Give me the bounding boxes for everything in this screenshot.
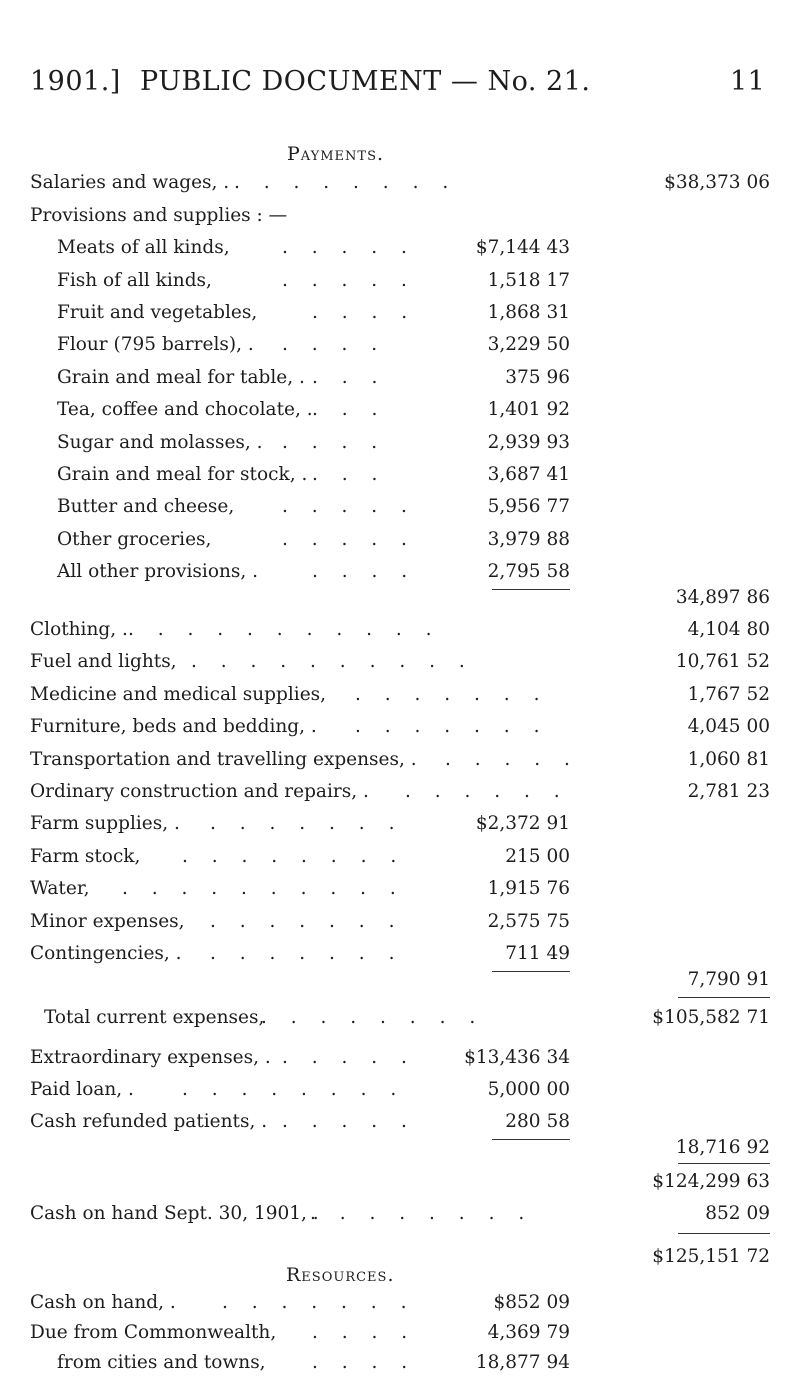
- row-label: All other provisions, .: [57, 561, 259, 582]
- leader-dots: . . . . . . .: [222, 1292, 416, 1313]
- leader-dots: . . . . .: [445, 749, 579, 770]
- row-amount: $13,436 34: [464, 1047, 570, 1068]
- leader-dots: . . . . .: [282, 1047, 416, 1068]
- leader-dots: . . . .: [312, 561, 417, 582]
- row-amount: $852 09: [493, 1292, 570, 1313]
- row-label: Grain and meal for table, .: [57, 367, 305, 388]
- row-label: Total current expenses,: [44, 1007, 265, 1028]
- row-label: Sugar and molasses, .: [57, 432, 263, 453]
- row-amount: 215 00: [505, 846, 570, 867]
- row-label: Cash refunded patients, .: [30, 1111, 268, 1132]
- row-label: Fish of all kinds,: [57, 270, 212, 291]
- table-row: [0, 809, 801, 839]
- table-row: [0, 1348, 801, 1378]
- total-rule: [678, 1233, 770, 1234]
- row-amount: 280 58: [505, 1111, 570, 1132]
- row-label: Paid loan, .: [30, 1079, 134, 1100]
- leader-dots: . . .: [312, 367, 387, 388]
- leader-dots: . . . . . . . .: [310, 1203, 534, 1224]
- row-total: 1,060 81: [687, 749, 770, 770]
- row-label: Water,: [30, 878, 90, 899]
- leader-dots: . . . . . . . . . .: [191, 651, 474, 672]
- farm-total-row: [0, 965, 801, 995]
- table-row: [0, 777, 801, 807]
- row-amount: 2,939 93: [487, 432, 570, 453]
- leader-dots: . . . . . . . .: [234, 172, 458, 193]
- row-label: Due from Commonwealth,: [30, 1322, 277, 1343]
- header-year: 1901.]: [30, 66, 121, 97]
- table-row: [0, 745, 801, 775]
- row-amount: $7,144 43: [475, 237, 570, 258]
- row-label: Flour (795 barrels), .: [57, 334, 254, 355]
- row-total: $38,373 06: [664, 172, 770, 193]
- table-row: [0, 233, 801, 263]
- leader-dots: . . . . . . .: [210, 911, 404, 932]
- row-total: 10,761 52: [675, 651, 770, 672]
- table-row: [0, 525, 801, 555]
- leader-dots: . . . .: [312, 302, 417, 323]
- row-label: Cash on hand, .: [30, 1292, 176, 1313]
- provisions-total-row: [0, 583, 801, 613]
- table-row: [0, 1318, 801, 1348]
- table-row: [0, 874, 801, 904]
- row-label: Fruit and vegetables,: [57, 302, 258, 323]
- leader-dots: . . . . . . .: [210, 943, 404, 964]
- salaries-row: [0, 168, 801, 198]
- row-total: 852 09: [705, 1203, 770, 1224]
- leader-dots: . . . . . . . .: [261, 1007, 485, 1028]
- table-row: [0, 266, 801, 296]
- leader-dots: . . . .: [312, 1352, 417, 1373]
- row-label: Transportation and travelling expenses, .: [30, 749, 417, 770]
- table-row: [0, 1043, 801, 1073]
- leader-dots: . . . .: [282, 334, 387, 355]
- row-label: Grain and meal for stock, .: [57, 464, 308, 485]
- row-amount: 2,795 58: [487, 561, 570, 582]
- table-row: [0, 395, 801, 425]
- leader-dots: . . . . . . .: [355, 684, 549, 705]
- leader-dots: . . . . . . .: [355, 716, 549, 737]
- table-row: [0, 842, 801, 872]
- leader-dots: . . . .: [312, 1322, 417, 1343]
- row-label: Medicine and medical supplies,: [30, 684, 327, 705]
- table-row: [0, 680, 801, 710]
- row-label: Tea, coffee and chocolate, .: [57, 399, 313, 420]
- row-label: Minor expenses,: [30, 911, 185, 932]
- row-label: Butter and cheese,: [57, 496, 235, 517]
- extra-total-row: [0, 1133, 801, 1163]
- leader-dots: . . . . .: [282, 496, 416, 517]
- row-amount: 5,956 77: [487, 496, 570, 517]
- row-label: Clothing, .: [30, 619, 128, 640]
- row-label: Furniture, beds and bedding, .: [30, 716, 317, 737]
- row-amount: 1,915 76: [487, 878, 570, 899]
- row-total: 2,781 23: [687, 781, 770, 802]
- total-rule: [678, 997, 770, 998]
- leader-dots: . . . . . .: [405, 781, 569, 802]
- row-amount: 1,868 31: [487, 302, 570, 323]
- row-label: Other groceries,: [57, 529, 212, 550]
- table-row: [0, 1288, 801, 1318]
- leader-dots: . . . . .: [282, 1111, 416, 1132]
- table-row: [0, 363, 801, 393]
- row-total: 4,104 80: [687, 619, 770, 640]
- page-header: [0, 66, 801, 106]
- row-amount: 1,401 92: [487, 399, 570, 420]
- row-amount: 375 96: [505, 367, 570, 388]
- row-total: $105,582 71: [652, 1007, 770, 1028]
- payments-heading: Payments.: [287, 143, 385, 165]
- row-label: Meats of all kinds,: [57, 237, 230, 258]
- row-label: Fuel and lights,: [30, 651, 177, 672]
- row-amount: 4,369 79: [487, 1322, 570, 1343]
- subtotal-row: [0, 1167, 801, 1197]
- table-row: [0, 615, 801, 645]
- table-row: [0, 647, 801, 677]
- row-total: 7,790 91: [687, 969, 770, 990]
- row-amount: 2,575 75: [487, 911, 570, 932]
- row-amount: $2,372 91: [475, 813, 570, 834]
- table-row: [0, 428, 801, 458]
- page-number: 11: [730, 66, 766, 97]
- header-title: PUBLIC DOCUMENT — No. 21.: [140, 66, 591, 97]
- table-row: [0, 492, 801, 522]
- row-label: from cities and towns,: [57, 1352, 266, 1373]
- table-row: [0, 298, 801, 328]
- row-total: $124,299 63: [652, 1171, 770, 1192]
- leader-dots: . . . . . . . . . . .: [128, 619, 441, 640]
- leader-dots: . . .: [312, 464, 387, 485]
- row-amount: 711 49: [505, 943, 570, 964]
- leader-dots: . . . . .: [282, 237, 416, 258]
- table-row: [0, 712, 801, 742]
- leader-dots: . . . . . . . .: [182, 846, 406, 867]
- table-row: [0, 1075, 801, 1105]
- total-rule: [678, 1163, 770, 1164]
- grand-total-row: [0, 1242, 801, 1272]
- provisions-heading-row: [0, 201, 801, 231]
- cash-on-hand-row: [0, 1199, 801, 1229]
- row-label: Contingencies, .: [30, 943, 182, 964]
- row-amount: 3,687 41: [487, 464, 570, 485]
- table-row: [0, 907, 801, 937]
- row-total: 1,767 52: [687, 684, 770, 705]
- leader-dots: . . . .: [282, 432, 387, 453]
- provisions-heading: Provisions and supplies : —: [30, 205, 288, 226]
- leader-dots: . . . . . . . .: [182, 1079, 406, 1100]
- row-label: Farm supplies, .: [30, 813, 180, 834]
- row-label: Extraordinary expenses, .: [30, 1047, 271, 1068]
- row-total: 18,716 92: [675, 1137, 770, 1158]
- row-total: $125,151 72: [652, 1246, 770, 1267]
- row-amount: 3,229 50: [487, 334, 570, 355]
- resources-heading: Resources.: [286, 1264, 395, 1286]
- row-amount: 18,877 94: [475, 1352, 570, 1373]
- row-amount: 5,000 00: [487, 1079, 570, 1100]
- row-amount: 3,979 88: [487, 529, 570, 550]
- total-current-row: [0, 1003, 801, 1033]
- row-total: 34,897 86: [675, 587, 770, 608]
- leader-dots: . . .: [312, 399, 387, 420]
- leader-dots: . . . . . . . . . .: [122, 878, 405, 899]
- table-row: [0, 330, 801, 360]
- row-label: Ordinary construction and repairs, .: [30, 781, 369, 802]
- row-label: Farm stock,: [30, 846, 141, 867]
- leader-dots: . . . . . . .: [210, 813, 404, 834]
- row-amount: 1,518 17: [487, 270, 570, 291]
- row-label: Cash on hand Sept. 30, 1901, .: [30, 1203, 319, 1224]
- row-label: Salaries and wages, .: [30, 172, 230, 193]
- leader-dots: . . . . .: [282, 529, 416, 550]
- table-row: [0, 460, 801, 490]
- row-total: 4,045 00: [687, 716, 770, 737]
- leader-dots: . . . . .: [282, 270, 416, 291]
